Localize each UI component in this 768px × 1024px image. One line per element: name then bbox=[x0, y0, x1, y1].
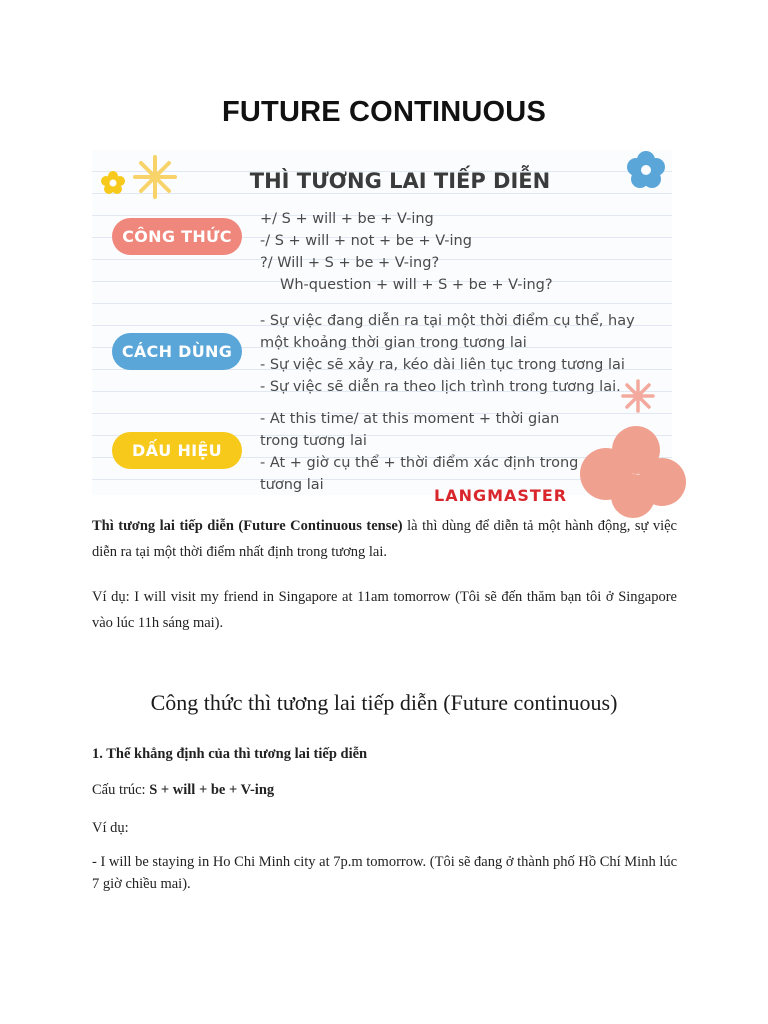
formula-lines bbox=[260, 208, 553, 296]
formula-line: ?/ Will + S + be + V-ing? bbox=[260, 255, 440, 271]
formula-line: -/ S + will + not + be + V-ing bbox=[260, 233, 472, 249]
signal-lines bbox=[260, 408, 578, 496]
intro-text: là thì dùng để diễn tả một hành động, sự việc diễn ra tại một thời điểm nhất định trong tương lai. bbox=[92, 518, 677, 560]
infographic-title: THÌ TƯƠNG LAI TIẾP DIỄN bbox=[249, 169, 551, 193]
usage-line: một khoảng thời gian trong tương lai bbox=[260, 335, 527, 351]
tense-infographic bbox=[92, 150, 672, 505]
example-sentence: - I will be staying in Ho Chi Minh city at 7p.m tomorrow. (Tôi sẽ đang ở thành phố Hồ Chí Minh lúc 7 giờ chiều mai). bbox=[92, 854, 678, 892]
structure-line bbox=[92, 779, 680, 801]
brand-logo: LANGMASTER bbox=[434, 486, 568, 505]
section-heading: Công thức thì tương lai tiếp diễn (Future continuous) bbox=[150, 690, 618, 715]
example-paragraph: Ví dụ: I will visit my friend in Singapore at 11am tomorrow (Tôi sẽ đến thăm bạn tôi ở Singapore vào lúc 11h sáng mai). bbox=[92, 589, 677, 631]
usage-line: - Sự việc đang diễn ra tại một thời điểm cụ thể, hay bbox=[260, 313, 635, 329]
signal-line: tương lai bbox=[260, 477, 324, 493]
example-label: Ví dụ: bbox=[92, 820, 129, 836]
structure-value: S + will + be + V-ing bbox=[149, 782, 275, 798]
signal-badge: DẤU HIỆU bbox=[112, 432, 242, 469]
usage-badge: CÁCH DÙNG bbox=[112, 333, 242, 370]
sub-heading: 1. Thể khẳng định của thì tương lai tiếp diễn bbox=[92, 746, 368, 762]
formula-line: +/ S + will + be + V-ing bbox=[260, 211, 434, 227]
pink-flower-icon bbox=[578, 422, 678, 502]
formula-line: Wh-question + will + S + be + V-ing? bbox=[280, 277, 553, 293]
usage-line: - Sự việc sẽ xảy ra, kéo dài liên tục trong tương lai bbox=[260, 357, 625, 373]
usage-lines bbox=[260, 310, 635, 398]
signal-line: - At this time/ at this moment + thời gian bbox=[260, 411, 560, 427]
page-title: FUTURE CONTINUOUS bbox=[221, 96, 546, 128]
formula-badge: CÔNG THỨC bbox=[112, 218, 242, 255]
intro-paragraph bbox=[92, 513, 677, 565]
intro-bold-term: Thì tương lai tiếp diễn (Future Continuous tense) bbox=[92, 518, 403, 534]
signal-line: trong tương lai bbox=[260, 433, 367, 449]
usage-line: - Sự việc sẽ diễn ra theo lịch trình trong tương lai. bbox=[260, 379, 621, 395]
structure-label: Cấu trúc: bbox=[92, 782, 150, 798]
signal-line: - At + giờ cụ thể + thời điểm xác định trong bbox=[260, 455, 579, 471]
